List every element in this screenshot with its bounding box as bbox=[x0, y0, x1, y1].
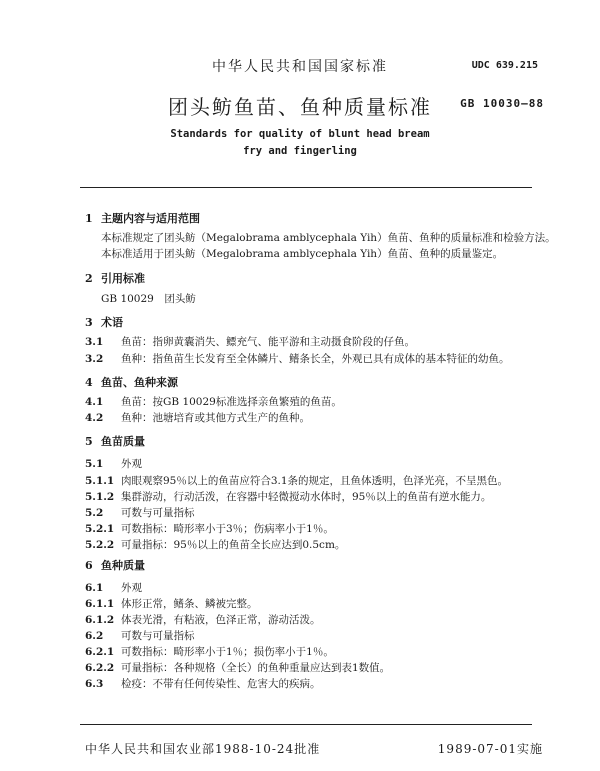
section-number: 4 bbox=[85, 376, 93, 389]
clause-number: 6.1.1 bbox=[85, 598, 115, 610]
clause-5-2-1 bbox=[85, 521, 334, 536]
clause-6-1-1 bbox=[85, 596, 258, 611]
issuing-authority: 中华人民共和国国家标准 bbox=[212, 59, 388, 75]
clause-text: 检疫：不带有任何传染性、危害大的疾病。 bbox=[121, 678, 321, 690]
clause-text: 鱼种：指鱼苗生长发育至全体鳞片、鳍条长全，外观已具有成体的基本特征的幼鱼。 bbox=[121, 353, 510, 365]
clause-4-2 bbox=[85, 410, 310, 425]
clause-text: 可数指标：畸形率小于1％；损伤率小于1％。 bbox=[121, 646, 334, 658]
section-number: 2 bbox=[85, 272, 93, 285]
top-divider bbox=[80, 187, 532, 188]
clause-5-1 bbox=[85, 456, 142, 471]
clause-text: 外观 bbox=[121, 582, 142, 594]
section-6-heading bbox=[85, 557, 145, 573]
clause-3-1 bbox=[85, 334, 415, 349]
clause-number: 6.2.2 bbox=[85, 662, 115, 674]
clause-text: 可数与可量指标 bbox=[121, 507, 195, 519]
clause-number: 6.2 bbox=[85, 630, 104, 642]
clause-number: 3.2 bbox=[85, 353, 104, 365]
standard-number: GB 10030—88 bbox=[460, 97, 544, 110]
section-number: 5 bbox=[85, 435, 93, 448]
section-1-paragraph-2: 本标准适用于团头鲂（Megalobrama amblycephala Yih）鱼苗、鱼种的质量鉴定。 bbox=[101, 248, 504, 260]
clause-text: 外观 bbox=[121, 458, 142, 470]
section-3-heading bbox=[85, 314, 123, 330]
clause-number: 6.2.1 bbox=[85, 646, 115, 658]
clause-number: 5.1.1 bbox=[85, 475, 115, 487]
clause-number: 5.1 bbox=[85, 458, 104, 470]
clause-text: 可数指标：畸形率小于3％；伤病率小于1％。 bbox=[121, 523, 334, 535]
section-title: 主题内容与适用范围 bbox=[101, 212, 200, 225]
clause-text: 体表光滑，有粘液，色泽正常，游动活泼。 bbox=[121, 614, 321, 626]
section-number: 6 bbox=[85, 559, 93, 572]
clause-number: 5.1.2 bbox=[85, 491, 115, 503]
clause-number: 5.2.2 bbox=[85, 539, 115, 551]
clause-number: 4.2 bbox=[85, 412, 104, 424]
clause-number: 5.2.1 bbox=[85, 523, 115, 535]
clause-text: 可量指标：各种规格（全长）的鱼种重量应达到表1数值。 bbox=[121, 662, 391, 674]
udc-code: UDC 639.215 bbox=[471, 60, 538, 71]
section-number: 1 bbox=[85, 212, 93, 225]
clause-3-2 bbox=[85, 351, 510, 366]
english-title-line-1: Standards for quality of blunt head bream bbox=[170, 128, 430, 140]
clause-5-2-2 bbox=[85, 537, 345, 552]
clause-5-1-1 bbox=[85, 473, 508, 488]
clause-6-2 bbox=[85, 628, 195, 643]
clause-number: 6.3 bbox=[85, 678, 104, 690]
bottom-divider bbox=[80, 724, 532, 725]
clause-text: 可量指标：95％以上的鱼苗全长应达到0.5cm。 bbox=[121, 539, 346, 551]
document-title: 团头鲂鱼苗、鱼种质量标准 bbox=[168, 95, 432, 119]
clause-text: 鱼苗：指卵黄囊消失、鳔充气、能平游和主动摄食阶段的仔鱼。 bbox=[121, 336, 415, 348]
clause-number: 6.1 bbox=[85, 582, 104, 594]
section-1-paragraph-1: 本标准规定了团头鲂（Megalobrama amblycephala Yih）鱼苗、鱼种的质量标准和检验方法。 bbox=[101, 232, 556, 244]
clause-4-1 bbox=[85, 394, 342, 409]
effective-date: 1989-07-01实施 bbox=[437, 742, 543, 756]
clause-text: 体形正常，鳍条、鳞被完整。 bbox=[121, 598, 258, 610]
section-2-heading bbox=[85, 270, 145, 286]
clause-number: 6.1.2 bbox=[85, 614, 115, 626]
clause-text: 肉眼观察95％以上的鱼苗应符合3.1条的规定，且鱼体透明，色泽光亮，不呈黑色。 bbox=[121, 475, 509, 487]
clause-5-1-2 bbox=[85, 489, 491, 504]
section-4-heading bbox=[85, 374, 178, 390]
clause-number: 5.2 bbox=[85, 507, 104, 519]
english-title-line-2: fry and fingerling bbox=[243, 145, 357, 157]
section-number: 3 bbox=[85, 316, 93, 329]
section-title: 鱼苗、鱼种来源 bbox=[101, 376, 178, 389]
clause-number: 3.1 bbox=[85, 336, 104, 348]
approval-line: 中华人民共和国农业部1988-10-24批准 bbox=[85, 742, 321, 756]
clause-text: 鱼苗：按GB 10029标准选择亲鱼繁殖的鱼苗。 bbox=[121, 396, 342, 408]
section-5-heading bbox=[85, 433, 145, 449]
clause-text: 集群游动，行动活泼，在容器中轻微搅动水体时，95％以上的鱼苗有逆水能力。 bbox=[121, 491, 492, 503]
clause-6-2-2 bbox=[85, 660, 390, 675]
clause-6-2-1 bbox=[85, 644, 334, 659]
clause-6-3 bbox=[85, 676, 321, 691]
section-title: 引用标准 bbox=[101, 272, 145, 285]
clause-text: 鱼种：池塘培育或其他方式生产的鱼种。 bbox=[121, 412, 310, 424]
clause-5-2 bbox=[85, 505, 195, 520]
clause-number: 4.1 bbox=[85, 396, 104, 408]
section-title: 鱼种质量 bbox=[101, 559, 145, 572]
normative-reference: GB 10029 团头鲂 bbox=[101, 293, 196, 305]
clause-6-1 bbox=[85, 580, 142, 595]
clause-text: 可数与可量指标 bbox=[121, 630, 195, 642]
section-title: 术语 bbox=[101, 316, 123, 329]
section-title: 鱼苗质量 bbox=[101, 435, 145, 448]
clause-6-1-2 bbox=[85, 612, 321, 627]
section-1-heading bbox=[85, 210, 200, 226]
